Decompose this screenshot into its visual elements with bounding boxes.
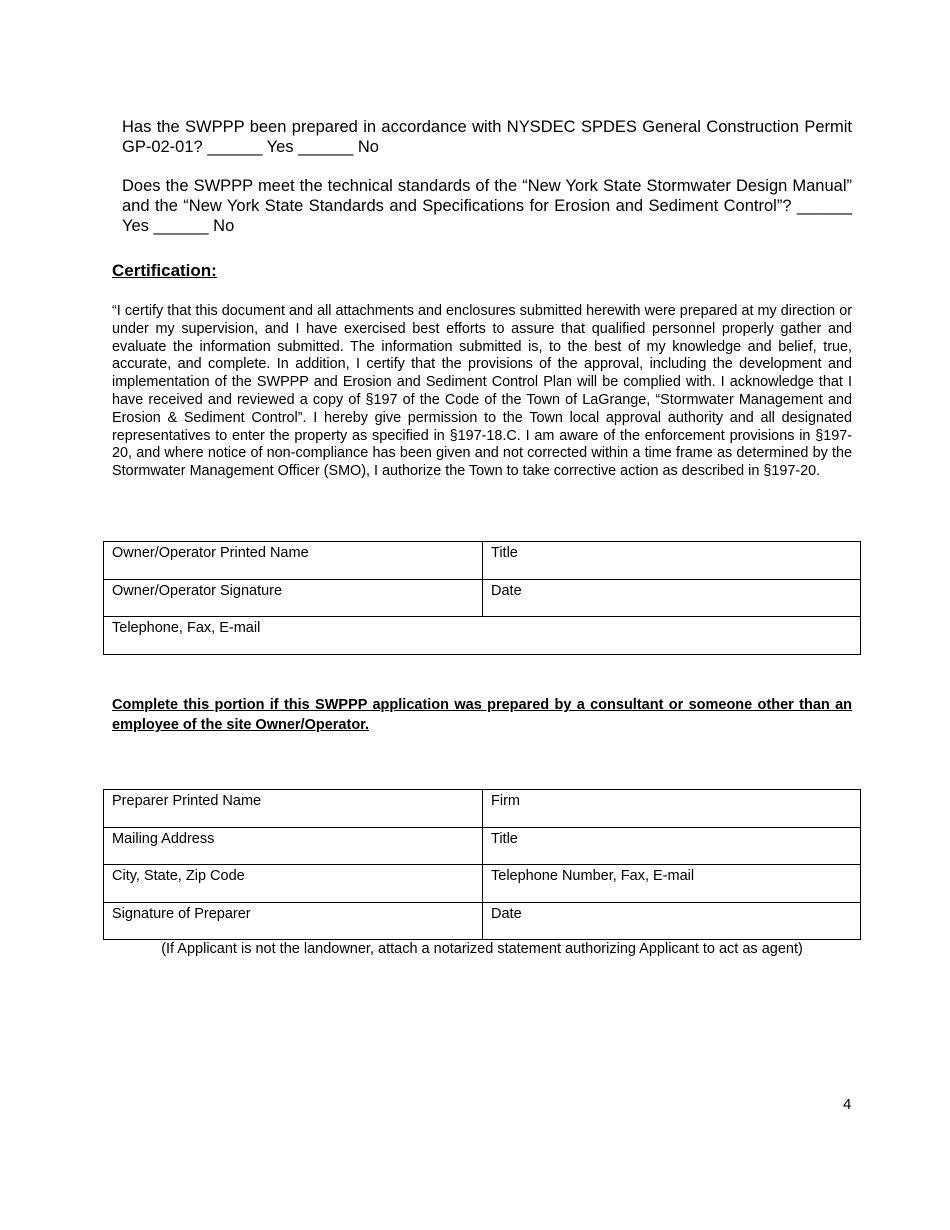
certification-statement: “I certify that this document and all attachments and enclosures submitted herewith were prepared at my direction or under my supervision, and I have exercised best efforts to assure that qualified personnel properly gather and evaluate the information submitted. The information submitted is, to the best of my knowledge and belief, true, accurate, and complete. In addition, I certify that the provisions of the approval, including the development and implementation of the SWPPP and Erosion and Sediment Control Plan will be complied with. I acknowledge that I have received and reviewed a copy of §197 of the Code of the Town of LaGrange, “Stormwater Management and Erosion & Sediment Control”. I hereby give permission to the Town local approval authority and all designated representatives to enter the property as specified in §197-18.C. I am aware of the enforcement provisions in §197-20, and where notice of non-compliance has been given and not corrected within a time frame as determined by the Stormwater Management Officer (SMO), I authorize the Town to take corrective action as described in §197-20. <box>112 303 852 480</box>
table-row <box>104 542 861 580</box>
owner-operator-table <box>103 541 861 655</box>
table-row <box>104 617 861 655</box>
no-blank[interactable]: ______ <box>298 138 354 156</box>
question-text: Has the SWPPP been prepared in accordance with NYSDEC SPDES General Construction Permit GP-02-01? <box>122 118 852 156</box>
no-blank[interactable]: ______ <box>153 217 209 235</box>
question-gp-permit <box>122 117 852 157</box>
page-number: 4 <box>843 1096 852 1113</box>
preparer-phone-fax-email-field[interactable]: Telephone Number, Fax, E-mail <box>483 865 861 903</box>
preparer-date-field[interactable]: Date <box>483 902 861 940</box>
owner-printed-name-field[interactable]: Owner/Operator Printed Name <box>104 542 483 580</box>
agent-authorization-note: (If Applicant is not the landowner, attach a notarized statement authorizing Applicant to act as agent) <box>161 941 803 957</box>
table-row <box>104 865 861 903</box>
preparer-signature-field[interactable]: Signature of Preparer <box>104 902 483 940</box>
preparer-mailing-address-field[interactable]: Mailing Address <box>104 827 483 865</box>
preparer-firm-field[interactable]: Firm <box>483 790 861 828</box>
no-label: No <box>213 217 235 235</box>
table-row <box>104 827 861 865</box>
owner-date-field[interactable]: Date <box>483 579 861 617</box>
question-technical-standards <box>122 176 852 236</box>
yes-blank[interactable]: ______ <box>207 138 263 156</box>
table-row <box>104 902 861 940</box>
preparer-table <box>103 789 861 940</box>
no-label: No <box>357 138 379 156</box>
yes-blank[interactable]: ______ <box>796 197 852 215</box>
preparer-printed-name-field[interactable]: Preparer Printed Name <box>104 790 483 828</box>
question-text: Does the SWPPP meet the technical standards of the “New York State Stormwater Design Manual” and the “New York State Standards and Specifications for Erosion and Sediment Control”? <box>122 177 852 215</box>
owner-contact-field[interactable]: Telephone, Fax, E-mail <box>104 617 861 655</box>
certification-heading: Certification: <box>112 261 217 280</box>
preparer-title-field[interactable]: Title <box>483 827 861 865</box>
owner-title-field[interactable]: Title <box>483 542 861 580</box>
owner-signature-field[interactable]: Owner/Operator Signature <box>104 579 483 617</box>
table-row <box>104 790 861 828</box>
table-row <box>104 579 861 617</box>
yes-label: Yes <box>266 138 294 156</box>
consultant-instruction: Complete this portion if this SWPPP application was prepared by a consultant or someone other than an employee of the site Owner/Operator. <box>112 697 852 733</box>
yes-label: Yes <box>122 217 149 235</box>
preparer-city-state-zip-field[interactable]: City, State, Zip Code <box>104 865 483 903</box>
